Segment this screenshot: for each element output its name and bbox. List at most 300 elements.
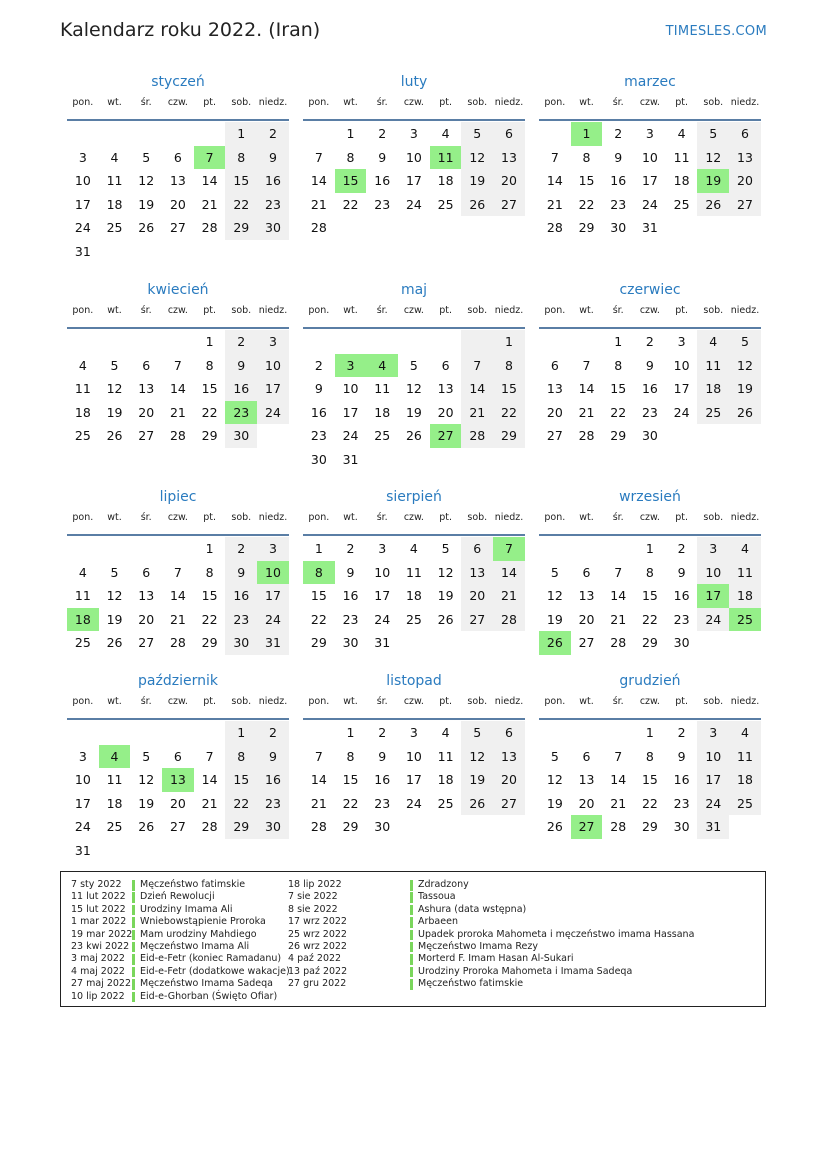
day-cell[interactable]: 18 (697, 377, 729, 401)
day-cell[interactable]: 8 (205, 357, 214, 373)
day-cell[interactable]: 14 (310, 173, 327, 188)
day-cell[interactable]: 21 (546, 196, 563, 212)
day-cell[interactable]: 21 (169, 611, 186, 627)
day-cell[interactable]: 3 (257, 330, 289, 354)
day-cell[interactable]: 11 (74, 381, 91, 396)
day-cell[interactable]: 27 (461, 608, 493, 632)
day-cell[interactable]: 15 (201, 588, 218, 603)
day-cell[interactable]: 14 (610, 588, 627, 603)
day-cell[interactable]: 1 (205, 334, 214, 349)
day-cell[interactable]: 26 (106, 635, 123, 650)
day-cell[interactable]: 14 (169, 588, 186, 603)
day-cell[interactable]: 15 (225, 169, 257, 193)
day-cell[interactable]: 8 (225, 745, 257, 769)
day-cell[interactable]: 30 (610, 220, 627, 235)
day-cell[interactable]: 11 (106, 772, 123, 787)
day-cell[interactable]: 13 (138, 381, 155, 396)
day-cell[interactable]: 1 (314, 541, 323, 556)
day-cell[interactable]: 19 (697, 169, 729, 193)
day-cell[interactable]: 2 (677, 725, 686, 740)
day-cell[interactable]: 15 (610, 381, 627, 396)
day-cell[interactable]: 17 (74, 196, 91, 212)
day-cell[interactable]: 15 (342, 772, 359, 787)
day-cell[interactable]: 30 (257, 216, 289, 240)
day-cell[interactable]: 29 (578, 220, 595, 235)
day-cell[interactable]: 2 (257, 721, 289, 745)
day-cell[interactable]: 14 (201, 772, 218, 787)
day-cell[interactable]: 2 (225, 330, 257, 354)
day-cell[interactable]: 12 (461, 146, 493, 170)
brand-logo[interactable]: TIMESLES.COM (665, 24, 767, 39)
day-cell[interactable]: 5 (142, 149, 151, 165)
day-cell[interactable]: 18 (405, 588, 422, 603)
day-cell[interactable]: 5 (461, 721, 493, 745)
day-cell[interactable]: 28 (310, 220, 327, 235)
day-cell[interactable]: 12 (546, 588, 563, 603)
day-cell[interactable]: 11 (437, 748, 454, 764)
day-cell[interactable]: 29 (493, 424, 525, 448)
day-cell[interactable]: 25 (729, 608, 761, 632)
day-cell[interactable]: 3 (697, 721, 729, 745)
day-cell[interactable]: 19 (461, 768, 493, 792)
day-cell[interactable]: 4 (78, 564, 87, 580)
day-cell[interactable]: 10 (405, 149, 422, 165)
day-cell[interactable]: 6 (142, 564, 151, 580)
day-cell[interactable]: 25 (729, 792, 761, 816)
day-cell[interactable]: 24 (74, 819, 91, 834)
day-cell[interactable]: 20 (578, 795, 595, 811)
day-cell[interactable]: 1 (225, 122, 257, 146)
day-cell[interactable]: 9 (645, 357, 654, 373)
day-cell[interactable]: 10 (257, 561, 289, 585)
day-cell[interactable]: 26 (697, 193, 729, 217)
day-cell[interactable]: 10 (374, 564, 391, 580)
day-cell[interactable]: 17 (74, 795, 91, 811)
day-cell[interactable]: 4 (697, 330, 729, 354)
day-cell[interactable]: 7 (314, 748, 323, 764)
day-cell[interactable]: 27 (169, 819, 186, 834)
day-cell[interactable]: 14 (169, 381, 186, 396)
day-cell[interactable]: 7 (461, 354, 493, 378)
day-cell[interactable]: 4 (729, 537, 761, 561)
day-cell[interactable]: 30 (225, 631, 257, 655)
day-cell[interactable]: 24 (405, 196, 422, 212)
day-cell[interactable]: 19 (437, 588, 454, 603)
day-cell[interactable]: 14 (461, 377, 493, 401)
day-cell[interactable]: 7 (614, 564, 623, 580)
day-cell[interactable]: 11 (729, 745, 761, 769)
day-cell[interactable]: 24 (74, 220, 91, 235)
day-cell[interactable]: 4 (110, 149, 119, 165)
day-cell[interactable]: 19 (106, 404, 123, 420)
day-cell[interactable]: 26 (729, 401, 761, 425)
day-cell[interactable]: 5 (550, 748, 559, 764)
day-cell[interactable]: 1 (645, 725, 654, 740)
day-cell[interactable]: 23 (673, 611, 690, 627)
day-cell[interactable]: 10 (74, 173, 91, 188)
day-cell[interactable]: 21 (610, 611, 627, 627)
day-cell[interactable]: 24 (641, 196, 658, 212)
day-cell[interactable]: 4 (409, 541, 418, 556)
day-cell[interactable]: 17 (405, 173, 422, 188)
day-cell[interactable]: 31 (374, 635, 391, 650)
day-cell[interactable]: 26 (405, 428, 422, 443)
day-cell[interactable]: 8 (645, 748, 654, 764)
day-cell[interactable]: 16 (225, 584, 257, 608)
day-cell[interactable]: 4 (366, 354, 398, 378)
day-cell[interactable]: 27 (169, 220, 186, 235)
day-cell[interactable]: 22 (641, 611, 658, 627)
day-cell[interactable]: 2 (614, 126, 623, 141)
day-cell[interactable]: 26 (437, 611, 454, 627)
day-cell[interactable]: 3 (378, 541, 387, 556)
day-cell[interactable]: 13 (578, 588, 595, 603)
day-cell[interactable]: 28 (201, 220, 218, 235)
day-cell[interactable]: 9 (225, 561, 257, 585)
day-cell[interactable]: 13 (169, 173, 186, 188)
day-cell[interactable]: 13 (493, 146, 525, 170)
day-cell[interactable]: 5 (729, 330, 761, 354)
day-cell[interactable]: 1 (493, 330, 525, 354)
day-cell[interactable]: 24 (257, 401, 289, 425)
day-cell[interactable]: 15 (578, 173, 595, 188)
day-cell[interactable]: 30 (342, 635, 359, 650)
day-cell[interactable]: 16 (257, 169, 289, 193)
day-cell[interactable]: 27 (729, 193, 761, 217)
day-cell[interactable]: 9 (378, 149, 387, 165)
day-cell[interactable]: 13 (729, 146, 761, 170)
day-cell[interactable]: 20 (169, 795, 186, 811)
day-cell[interactable]: 23 (342, 611, 359, 627)
day-cell[interactable]: 24 (697, 792, 729, 816)
day-cell[interactable]: 3 (257, 537, 289, 561)
day-cell[interactable]: 7 (550, 149, 559, 165)
day-cell[interactable]: 10 (673, 357, 690, 373)
day-cell[interactable]: 20 (169, 196, 186, 212)
day-cell[interactable]: 6 (729, 122, 761, 146)
day-cell[interactable]: 5 (409, 357, 418, 373)
day-cell[interactable]: 8 (205, 564, 214, 580)
day-cell[interactable]: 3 (409, 126, 418, 141)
day-cell[interactable]: 7 (582, 357, 591, 373)
day-cell[interactable]: 25 (697, 401, 729, 425)
day-cell[interactable]: 31 (257, 631, 289, 655)
day-cell[interactable]: 28 (546, 220, 563, 235)
day-cell[interactable]: 22 (310, 611, 327, 627)
day-cell[interactable]: 28 (578, 428, 595, 443)
day-cell[interactable]: 5 (110, 357, 119, 373)
day-cell[interactable]: 16 (225, 377, 257, 401)
day-cell[interactable]: 17 (673, 381, 690, 396)
day-cell[interactable]: 10 (697, 745, 729, 769)
day-cell[interactable]: 9 (314, 381, 323, 396)
day-cell[interactable]: 28 (169, 635, 186, 650)
day-cell[interactable]: 26 (539, 631, 571, 655)
day-cell[interactable]: 19 (405, 404, 422, 420)
day-cell[interactable]: 5 (110, 564, 119, 580)
day-cell[interactable]: 14 (546, 173, 563, 188)
day-cell[interactable]: 29 (342, 819, 359, 834)
day-cell[interactable]: 19 (138, 795, 155, 811)
day-cell[interactable]: 29 (641, 819, 658, 834)
day-cell[interactable]: 19 (546, 795, 563, 811)
day-cell[interactable]: 22 (201, 611, 218, 627)
day-cell[interactable]: 14 (610, 772, 627, 787)
day-cell[interactable]: 21 (201, 196, 218, 212)
day-cell[interactable]: 23 (641, 404, 658, 420)
day-cell[interactable]: 2 (677, 541, 686, 556)
day-cell[interactable]: 13 (578, 772, 595, 787)
day-cell[interactable]: 18 (106, 196, 123, 212)
day-cell[interactable]: 7 (314, 149, 323, 165)
day-cell[interactable]: 13 (138, 588, 155, 603)
day-cell[interactable]: 4 (729, 721, 761, 745)
day-cell[interactable]: 18 (729, 768, 761, 792)
day-cell[interactable]: 10 (74, 772, 91, 787)
day-cell[interactable]: 10 (405, 748, 422, 764)
day-cell[interactable]: 11 (374, 381, 391, 396)
day-cell[interactable]: 12 (461, 745, 493, 769)
day-cell[interactable]: 18 (74, 404, 91, 420)
day-cell[interactable]: 12 (405, 381, 422, 396)
day-cell[interactable]: 2 (346, 541, 355, 556)
day-cell[interactable]: 17 (342, 404, 359, 420)
day-cell[interactable]: 5 (142, 748, 151, 764)
day-cell[interactable]: 16 (374, 772, 391, 787)
day-cell[interactable]: 21 (610, 795, 627, 811)
day-cell[interactable]: 25 (74, 428, 91, 443)
day-cell[interactable]: 12 (697, 146, 729, 170)
day-cell[interactable]: 3 (409, 725, 418, 740)
day-cell[interactable]: 1 (645, 541, 654, 556)
day-cell[interactable]: 19 (138, 196, 155, 212)
day-cell[interactable]: 21 (493, 584, 525, 608)
day-cell[interactable]: 9 (257, 146, 289, 170)
day-cell[interactable]: 20 (437, 404, 454, 420)
day-cell[interactable]: 22 (493, 401, 525, 425)
day-cell[interactable]: 9 (257, 745, 289, 769)
day-cell[interactable]: 6 (142, 357, 151, 373)
day-cell[interactable]: 15 (335, 169, 367, 193)
day-cell[interactable]: 6 (461, 537, 493, 561)
day-cell[interactable]: 16 (342, 588, 359, 603)
day-cell[interactable]: 16 (673, 772, 690, 787)
day-cell[interactable]: 12 (138, 173, 155, 188)
day-cell[interactable]: 19 (106, 611, 123, 627)
day-cell[interactable]: 17 (257, 377, 289, 401)
day-cell[interactable]: 16 (310, 404, 327, 420)
day-cell[interactable]: 15 (201, 381, 218, 396)
day-cell[interactable]: 11 (673, 149, 690, 165)
day-cell[interactable]: 11 (106, 173, 123, 188)
day-cell[interactable]: 28 (169, 428, 186, 443)
day-cell[interactable]: 31 (74, 842, 91, 858)
day-cell[interactable]: 3 (335, 354, 367, 378)
day-cell[interactable]: 28 (310, 819, 327, 834)
day-cell[interactable]: 7 (173, 564, 182, 580)
day-cell[interactable]: 14 (201, 173, 218, 188)
day-cell[interactable]: 23 (374, 196, 391, 212)
day-cell[interactable]: 29 (610, 428, 627, 443)
day-cell[interactable]: 4 (99, 745, 131, 769)
day-cell[interactable]: 5 (697, 122, 729, 146)
day-cell[interactable]: 12 (106, 588, 123, 603)
day-cell[interactable]: 25 (673, 196, 690, 212)
day-cell[interactable]: 22 (610, 404, 627, 420)
day-cell[interactable]: 3 (645, 126, 654, 141)
day-cell[interactable]: 8 (346, 149, 355, 165)
day-cell[interactable]: 1 (346, 126, 355, 141)
day-cell[interactable]: 6 (173, 149, 182, 165)
day-cell[interactable]: 9 (225, 354, 257, 378)
day-cell[interactable]: 7 (205, 748, 214, 764)
day-cell[interactable]: 6 (582, 748, 591, 764)
day-cell[interactable]: 26 (461, 792, 493, 816)
day-cell[interactable]: 30 (374, 819, 391, 834)
day-cell[interactable]: 12 (546, 772, 563, 787)
day-cell[interactable]: 16 (610, 173, 627, 188)
day-cell[interactable]: 28 (493, 608, 525, 632)
day-cell[interactable]: 6 (173, 748, 182, 764)
day-cell[interactable]: 27 (493, 193, 525, 217)
day-cell[interactable]: 29 (225, 815, 257, 839)
day-cell[interactable]: 8 (225, 146, 257, 170)
day-cell[interactable]: 29 (201, 428, 218, 443)
day-cell[interactable]: 2 (257, 122, 289, 146)
day-cell[interactable]: 2 (314, 357, 323, 373)
day-cell[interactable]: 18 (673, 173, 690, 188)
day-cell[interactable]: 15 (641, 772, 658, 787)
day-cell[interactable]: 27 (578, 635, 595, 650)
day-cell[interactable]: 26 (106, 428, 123, 443)
day-cell[interactable]: 27 (493, 792, 525, 816)
day-cell[interactable]: 26 (138, 220, 155, 235)
day-cell[interactable]: 31 (342, 451, 359, 467)
day-cell[interactable]: 10 (342, 381, 359, 396)
day-cell[interactable]: 27 (430, 424, 462, 448)
day-cell[interactable]: 24 (342, 428, 359, 443)
day-cell[interactable]: 3 (697, 537, 729, 561)
day-cell[interactable]: 12 (138, 772, 155, 787)
day-cell[interactable]: 13 (493, 745, 525, 769)
day-cell[interactable]: 1 (571, 122, 603, 146)
day-cell[interactable]: 25 (437, 196, 454, 212)
day-cell[interactable]: 18 (437, 772, 454, 787)
day-cell[interactable]: 14 (310, 772, 327, 787)
day-cell[interactable]: 23 (225, 401, 257, 425)
day-cell[interactable]: 2 (378, 725, 387, 740)
day-cell[interactable]: 24 (405, 795, 422, 811)
day-cell[interactable]: 30 (257, 815, 289, 839)
day-cell[interactable]: 9 (378, 748, 387, 764)
day-cell[interactable]: 7 (194, 146, 226, 170)
day-cell[interactable]: 8 (614, 357, 623, 373)
day-cell[interactable]: 8 (582, 149, 591, 165)
day-cell[interactable]: 3 (78, 149, 87, 165)
day-cell[interactable]: 21 (578, 404, 595, 420)
day-cell[interactable]: 23 (374, 795, 391, 811)
day-cell[interactable]: 27 (138, 428, 155, 443)
day-cell[interactable]: 25 (405, 611, 422, 627)
day-cell[interactable]: 28 (461, 424, 493, 448)
day-cell[interactable]: 21 (310, 795, 327, 811)
day-cell[interactable]: 11 (697, 354, 729, 378)
day-cell[interactable]: 17 (697, 584, 729, 608)
day-cell[interactable]: 23 (610, 196, 627, 212)
day-cell[interactable]: 2 (378, 126, 387, 141)
day-cell[interactable]: 10 (641, 149, 658, 165)
day-cell[interactable]: 29 (225, 216, 257, 240)
day-cell[interactable]: 25 (74, 635, 91, 650)
day-cell[interactable]: 23 (257, 193, 289, 217)
day-cell[interactable]: 4 (78, 357, 87, 373)
day-cell[interactable]: 10 (697, 561, 729, 585)
day-cell[interactable]: 30 (673, 635, 690, 650)
day-cell[interactable]: 22 (342, 795, 359, 811)
day-cell[interactable]: 27 (138, 635, 155, 650)
day-cell[interactable]: 15 (493, 377, 525, 401)
day-cell[interactable]: 26 (546, 819, 563, 834)
day-cell[interactable]: 20 (461, 584, 493, 608)
day-cell[interactable]: 20 (729, 169, 761, 193)
day-cell[interactable]: 1 (346, 725, 355, 740)
day-cell[interactable]: 1 (614, 334, 623, 349)
day-cell[interactable]: 13 (162, 768, 194, 792)
day-cell[interactable]: 31 (641, 220, 658, 235)
day-cell[interactable]: 22 (201, 404, 218, 420)
day-cell[interactable]: 25 (437, 795, 454, 811)
day-cell[interactable]: 12 (729, 354, 761, 378)
day-cell[interactable]: 22 (641, 795, 658, 811)
day-cell[interactable]: 18 (106, 795, 123, 811)
day-cell[interactable]: 14 (578, 381, 595, 396)
day-cell[interactable]: 15 (641, 588, 658, 603)
day-cell[interactable]: 15 (225, 768, 257, 792)
day-cell[interactable]: 18 (374, 404, 391, 420)
day-cell[interactable]: 16 (641, 381, 658, 396)
day-cell[interactable]: 2 (645, 334, 654, 349)
day-cell[interactable]: 21 (461, 401, 493, 425)
day-cell[interactable]: 11 (405, 564, 422, 580)
day-cell[interactable]: 6 (441, 357, 450, 373)
day-cell[interactable]: 6 (493, 122, 525, 146)
day-cell[interactable]: 17 (697, 768, 729, 792)
day-cell[interactable]: 26 (461, 193, 493, 217)
day-cell[interactable]: 4 (677, 126, 686, 141)
day-cell[interactable]: 13 (437, 381, 454, 396)
day-cell[interactable]: 21 (169, 404, 186, 420)
day-cell[interactable]: 3 (78, 748, 87, 764)
day-cell[interactable]: 8 (303, 561, 335, 585)
day-cell[interactable]: 25 (374, 428, 391, 443)
day-cell[interactable]: 6 (493, 721, 525, 745)
day-cell[interactable]: 31 (74, 243, 91, 259)
day-cell[interactable]: 25 (106, 819, 123, 834)
day-cell[interactable]: 9 (677, 748, 686, 764)
day-cell[interactable]: 30 (225, 424, 257, 448)
day-cell[interactable]: 17 (257, 584, 289, 608)
day-cell[interactable]: 1 (205, 541, 214, 556)
day-cell[interactable]: 28 (610, 819, 627, 834)
day-cell[interactable]: 31 (697, 815, 729, 839)
day-cell[interactable]: 5 (441, 541, 450, 556)
day-cell[interactable]: 19 (546, 611, 563, 627)
day-cell[interactable]: 6 (582, 564, 591, 580)
day-cell[interactable]: 11 (74, 588, 91, 603)
day-cell[interactable]: 12 (106, 381, 123, 396)
day-cell[interactable]: 5 (461, 122, 493, 146)
day-cell[interactable]: 25 (106, 220, 123, 235)
